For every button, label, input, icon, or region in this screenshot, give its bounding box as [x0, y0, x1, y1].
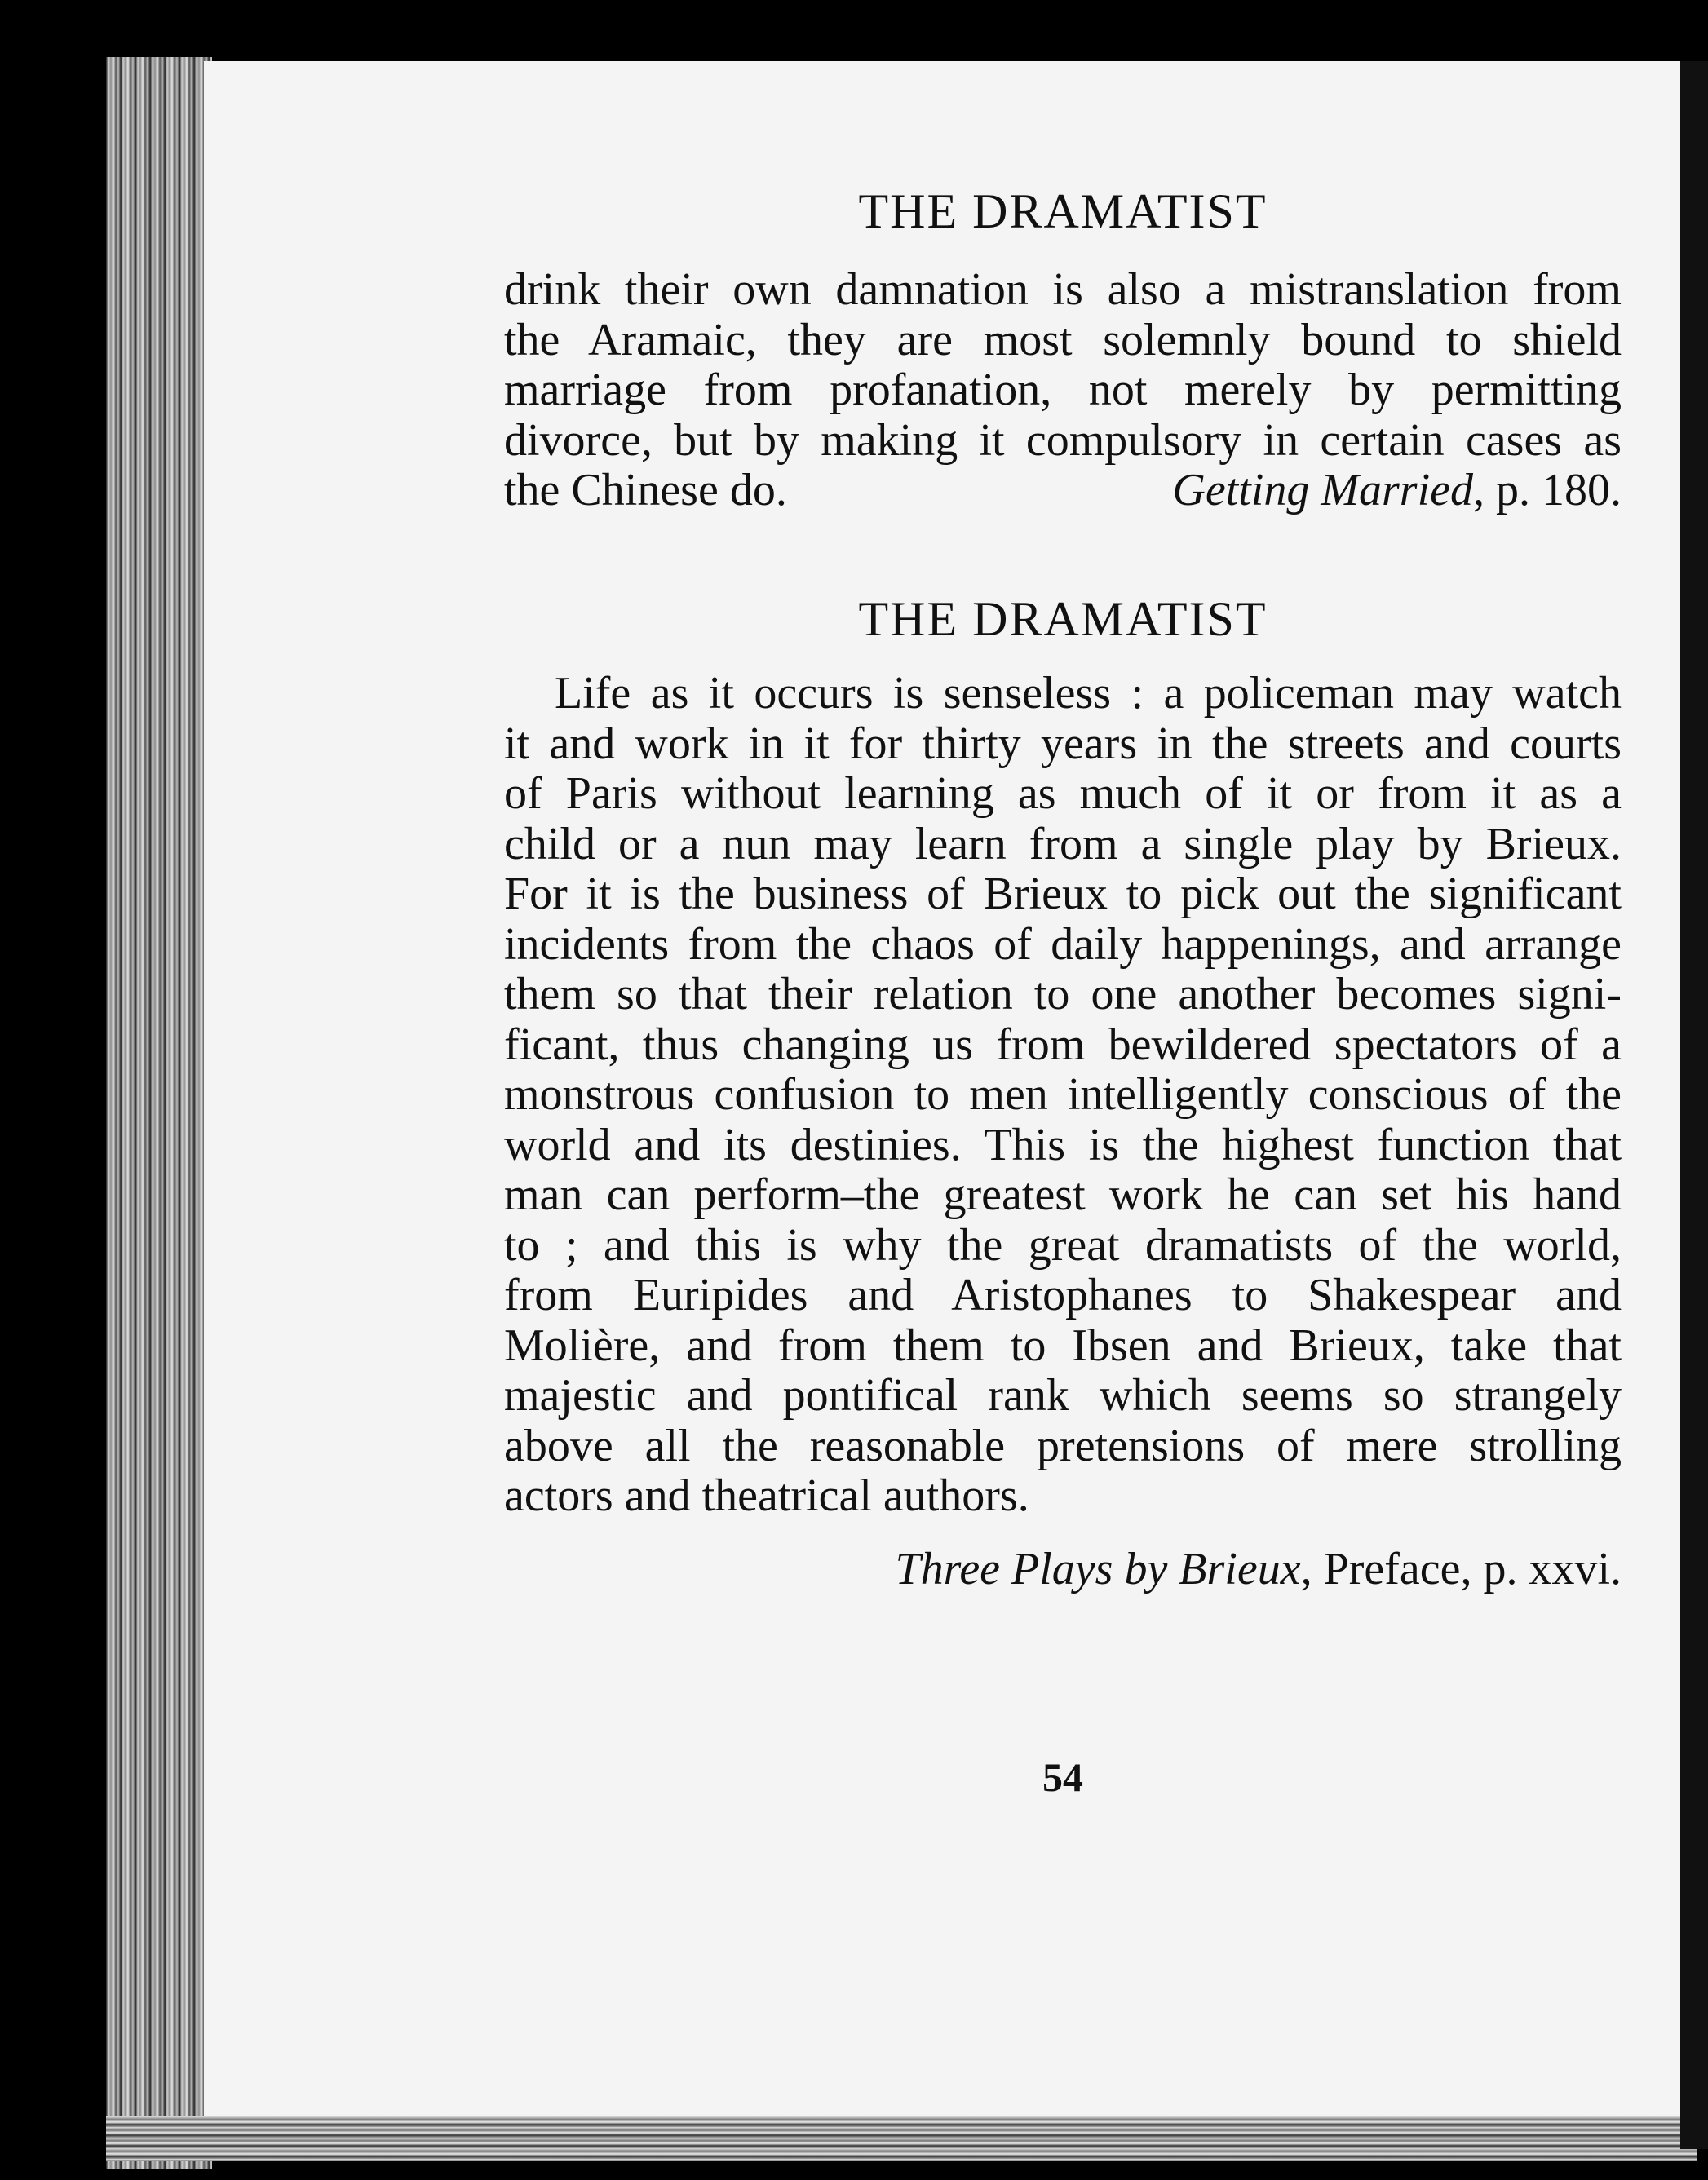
passage-line: majestic and pontifical rank which seems so strangely [504, 1370, 1622, 1421]
running-head: THE DRAMATIST [858, 184, 1268, 238]
passage-line: marriage from profanation, not merely by permitting [504, 365, 1622, 415]
passage-last-line-with-citation [504, 466, 1622, 516]
passage-line: monstrous confusion to men intelligently conscious of the [504, 1069, 1622, 1120]
passage-line: Molière, and from them to Ibsen and Brieux, take that [504, 1320, 1622, 1371]
page-bottom-edge [106, 2116, 1697, 2161]
passage-line: above all the reasonable pretensions of mere strolling [504, 1420, 1622, 1471]
passage-line: to ; and this is why the great dramatists of the world, [504, 1219, 1622, 1271]
passage-line: child or a nun may learn from a single play by Brieux. [504, 818, 1622, 869]
passage-line: man can perform–the greatest work he can set his hand [504, 1170, 1622, 1220]
passage-line: world and its destinies. This is the highest function that [504, 1119, 1622, 1170]
second-passage [504, 669, 1622, 1522]
passage-line: incidents from the chaos of daily happenings, and arrange [504, 918, 1622, 970]
passage-line: the Chinese do. [504, 465, 787, 515]
passage-line: drink their own damnation is also a mistranslation from [504, 264, 1622, 315]
passage-line: ficant, thus changing us from bewildered spectators of a [504, 1019, 1622, 1070]
passage-line: from Euripides and Aristophanes to Shakespear and [504, 1270, 1622, 1320]
right-shadow [1680, 61, 1708, 2149]
citation-title: Getting Married [1172, 465, 1473, 515]
first-passage [504, 265, 1622, 516]
book-spine-edge [106, 57, 212, 2169]
passage-line: of Paris without learning as much of it or from it as a [504, 768, 1622, 819]
citation-page: , p. 180. [1473, 465, 1622, 515]
passage-line: it and work in it for thirty years in the streets and courts [504, 718, 1622, 769]
passage-line: divorce, but by making it compulsory in certain cases as [504, 414, 1622, 466]
passage-line: For it is the business of Brieux to pick out the significant [504, 869, 1622, 919]
citation [895, 1543, 1622, 1595]
passage-line: the Aramaic, they are most solemnly bound to shield [504, 314, 1622, 365]
section-title: THE DRAMATIST [858, 592, 1268, 646]
page-number: 54 [1042, 1754, 1083, 1800]
passage-line: Life as it occurs is senseless : a policeman may watch [555, 668, 1622, 719]
citation-title: Three Plays by Brieux [895, 1544, 1301, 1594]
passage-line: them so that their relation to one another becomes signi- [504, 969, 1622, 1019]
citation [1172, 466, 1622, 516]
citation-source: , Preface, p. xxvi. [1300, 1544, 1622, 1594]
passage-line: actors and theatrical authors. [504, 1470, 1029, 1521]
